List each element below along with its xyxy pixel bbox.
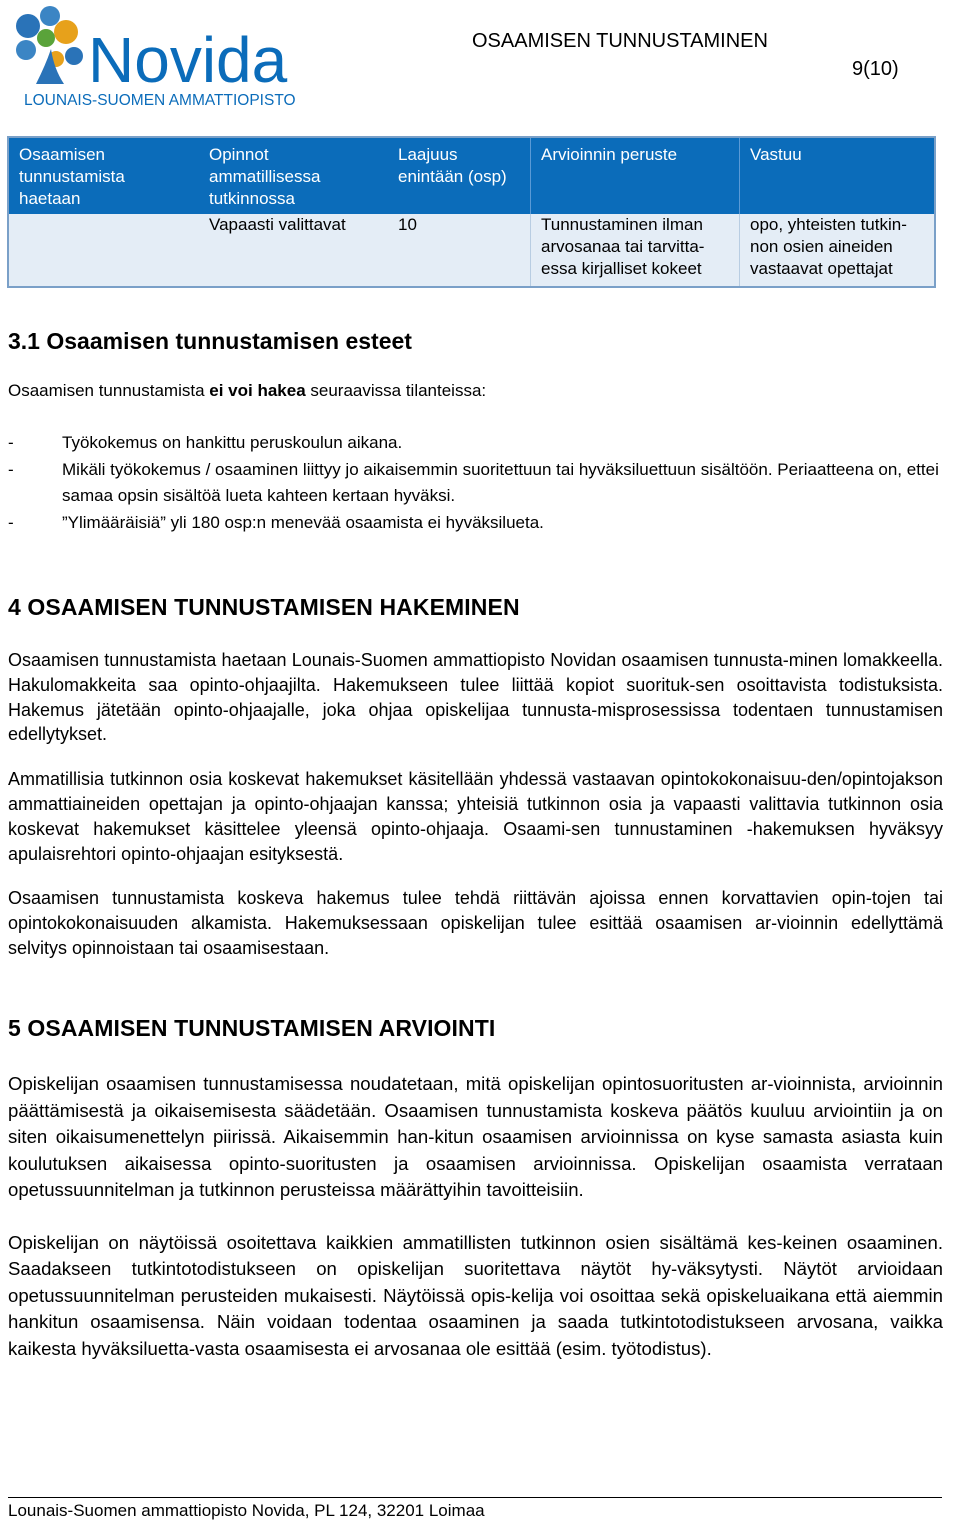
table-header-cell: Osaamisen tunnustamista haetaan: [9, 138, 199, 214]
page-footer: Lounais-Suomen ammattiopisto Novida, PL 124, 32201 Loimaa: [8, 1501, 485, 1520]
table-header-cell: Opinnot ammatillisessa tutkinnossa: [199, 138, 388, 214]
table-header-cell: Arvioinnin peruste: [530, 138, 739, 214]
section-5-body: [8, 1071, 943, 1362]
list-item: - ”Ylimääräisiä” yli 180 osp:n menevää osaamista ei hyväksilueta.: [8, 512, 544, 532]
intro-text-end: seuraavissa tilanteissa:: [305, 381, 487, 400]
logo-wordmark: Novida: [88, 24, 288, 96]
table-cell: [9, 214, 199, 286]
list-item: - Työkokemus on hankittu peruskoulun aikana.: [8, 433, 403, 452]
paragraph: Osaamisen tunnustamista koskeva hakemus tulee tehdä riittävän ajoissa ennen korvattavien opin-tojen tai opintokokonaisuuden alkamista. Hakemuksessaan opiskelijan tulee esittää osaamisen ar-vioinnin edellyttämä selvitys opinnoistaan tai osaamisestaan.: [8, 888, 943, 958]
list-item: - Mikäli työkokemus / osaaminen liittyy jo aikaisemmin suoritettuun tai hyväksiluettuun sisältöön. Periaatteena on, ettei samaa opsin sisältöä lueta kahteen kertaan hyväksi.: [8, 459, 939, 505]
page-number: 9(10): [852, 58, 899, 80]
section-5-heading: 5 OSAAMISEN TUNNUSTAMISEN ARVIOINTI: [8, 1015, 496, 1041]
intro-emphasis: ei voi hakea: [209, 381, 306, 400]
section-4-body: [8, 648, 943, 961]
table-cell: Vapaasti valittavat: [209, 215, 346, 234]
section-3-1-intro: [8, 381, 943, 401]
section-4-heading: 4 OSAAMISEN TUNNUSTAMISEN HAKEMINEN: [8, 594, 520, 620]
list-item-text: Mikäli työkokemus / osaaminen liittyy jo aikaisemmin suoritettuun tai hyväksiluettuun sisältöön. Periaatteena on, ettei samaa opsin sisältöä lueta kahteen kertaan hyväksi.: [62, 459, 939, 505]
table-cell: opo, yhteisten tutkin-non osien aineiden vastaavat opettajat: [739, 214, 934, 286]
paragraph: Ammatillisia tutkinnon osia koskevat hakemukset käsitellään yhdessä vastaavan opintokokonaisuu-den/opintojakson ammattiaineiden opettajan ja opinto-ohjaajan kanssa; yhteisiä tutkinnon osia ja vapaasti valittavia tutkinnon osia koskevat hakemukset käsittelee yleensä opinto-ohjaaja. Osaami-sen tunnustaminen -hakemuksen hyväksyy apulaisrehtori opinto-ohjaajan esityksestä.: [8, 769, 943, 864]
paragraph: Opiskelijan on näytöissä osoitettava kaikkien ammatillisten tutkinnon osien sisältämä kes-keinen osaaminen. Saadakseen tutkintotodistukseen on opiskelijan suoritettava näytöt hy-väksytysti. Näytöt arvioidaan opetussuunnitelman perusteiden mukaisesti. Näytöissä opis-kelija voi osoittaa sekä opiskeluaikana että aiemmin hankitun osaamisensa. Näin voidaan todentaa osaaminen ja saada tutkintotodistukseen arvosana, vaikka kaikesta hyväksiluetta-vasta osaamisesta ei arvosanaa ole esittää (esim. työtodistus).: [8, 1231, 943, 1359]
document-title: OSAAMISEN TUNNUSTAMINEN: [472, 30, 768, 52]
intro-text: Osaamisen tunnustamista: [8, 381, 210, 400]
logo-subtitle: LOUNAIS-SUOMEN AMMATTIOPISTO: [24, 92, 296, 109]
table-cell: Tunnustaminen ilman arvosanaa tai tarvitta-essa kirjalliset kokeet: [530, 214, 739, 286]
table-cell: 10: [398, 215, 417, 234]
list-item-text: ”Ylimääräisiä” yli 180 osp:n menevää osaamista ei hyväksilueta.: [62, 512, 544, 532]
novida-logo: [6, 4, 341, 112]
obstacles-list: [8, 430, 943, 536]
page-header: [0, 0, 960, 120]
paragraph: Osaamisen tunnustamista haetaan Lounais-Suomen ammattiopisto Novidan osaamisen tunnusta-minen lomakkeella. Hakulomakkeita saa opinto-ohjaajilta. Hakemukseen tulee liittää kopiot suorituk-sen osoittavista todistuksista. Hakemus jätetään opinto-ohjaajalle, joka ohjaa opiskelijaa tunnusta-misprosessissa todentaen tunnustamisen edellytykset.: [8, 650, 943, 745]
table-header-cell: Vastuu: [739, 138, 934, 214]
footer-divider: [8, 1497, 942, 1498]
section-3-1-heading: 3.1 Osaamisen tunnustamisen esteet: [8, 328, 412, 354]
paragraph: Opiskelijan osaamisen tunnustamisessa noudatetaan, mitä opiskelijan opintosuoritusten ar-vioinnista, arvioinnin päättämisestä ja oikaisemisesta säädetään. Osaamisen tunnustamista koskeva päätös kuuluu arviointiin ja on siten oikaisumenettelyn piirissä. Aikaisemmin han-kitun osaamisen arvioinnissa on kyse samasta asiasta kuin koulutuksen aikaisessa opinto-suoritusten ja osaamisen arvioinnissa. Opiskelijan osaamista verrataan opetussuunnitelman ja tutkinnon perusteissa määrättyihin tavoitteisiin.: [8, 1073, 943, 1200]
table-header-cell: Laajuus enintään (osp): [388, 138, 530, 214]
table-header-row: [9, 138, 934, 214]
recognition-table: [7, 136, 936, 288]
tree-emblem-icon: [16, 6, 83, 84]
table-row: [9, 214, 934, 286]
list-item-text: Työkokemus on hankittu peruskoulun aikana.: [62, 433, 403, 452]
